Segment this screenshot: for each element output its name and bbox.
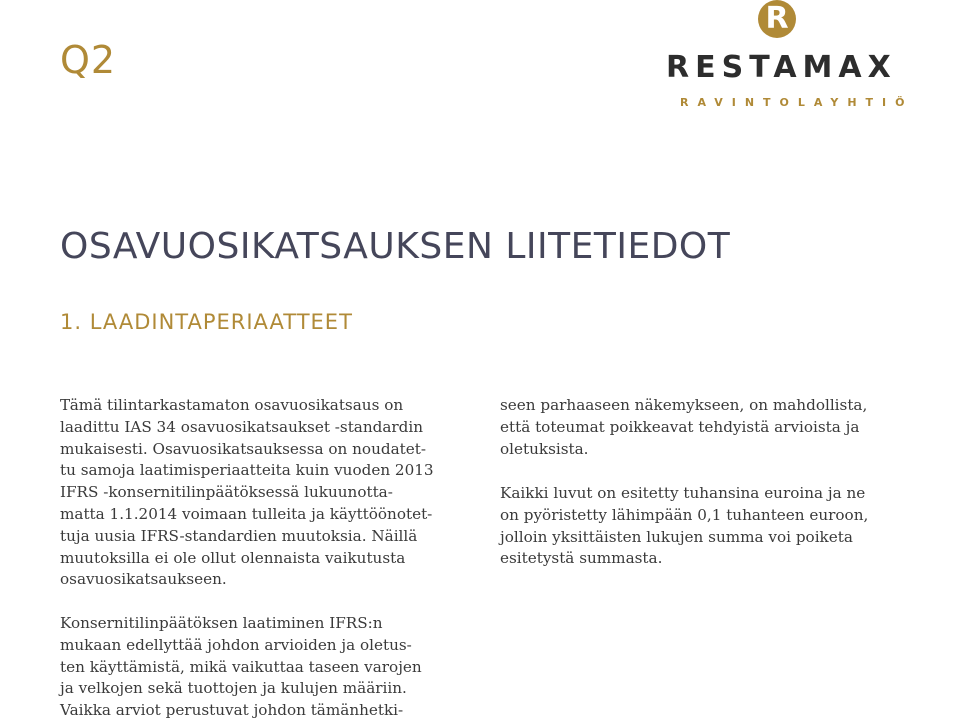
text-line: muutoksilla ei ole ollut olennaista vaikutusta <box>60 548 406 567</box>
text-line: Kaikki luvut on esitetty tuhansina euroina ja ne <box>500 484 866 502</box>
text-line: tuja uusia IFRS-standardien muutoksia. Näillä <box>60 526 418 545</box>
text-line: mukaan edellyttää johdon arvioiden ja oletus- <box>60 635 412 654</box>
text-line: on pyöristetty lähimpään 0,1 tuhanteen euroon, <box>500 505 869 524</box>
text-line: seen parhaaseen näkemykseen, on mahdollista, <box>500 396 868 414</box>
restamax-logo <box>660 0 914 120</box>
logo-name: RESTAMAX <box>666 50 897 85</box>
text-line: jolloin yksittäisten lukujen summa voi poiketa <box>500 527 853 546</box>
subheading-accounting-principles: 1. LAADINTAPERIAATTEET <box>60 310 353 334</box>
quarter-label: Q2 <box>60 38 117 82</box>
paragraph-3 <box>500 395 900 460</box>
text-line: Tämä tilintarkastamaton osavuosikatsaus on <box>60 396 404 414</box>
text-line: ja velkojen sekä tuottojen ja kulujen määriin. <box>60 679 407 698</box>
text-line: IFRS -konsernitilinpäätöksessä lukuunotta- <box>60 483 393 502</box>
text-line: tu samoja laatimisperiaatteita kuin vuoden 2013 <box>60 461 434 480</box>
logo-tagline: RAVINTOLAYHTIÖ <box>680 96 914 109</box>
paragraph-4 <box>500 483 900 570</box>
text-line: ten käyttämistä, mikä vaikuttaa taseen varojen <box>60 657 422 676</box>
text-line: Konsernitilinpäätöksen laatiminen IFRS:n <box>60 614 383 632</box>
text-line: oletuksista. <box>500 439 589 458</box>
text-line: mukaisesti. Osavuosikatsauksessa on noudatet- <box>60 439 426 458</box>
text-line: että toteumat poikkeavat tehdyistä arvioista ja <box>500 417 860 436</box>
paragraph-2 <box>60 613 460 722</box>
logo-r-mark-icon: R <box>758 0 796 38</box>
text-line: Vaikka arviot perustuvat johdon tämänhetki- <box>60 701 404 720</box>
section-title: OSAVUOSIKATSAUKSEN LIITETIEDOT <box>60 226 731 267</box>
text-line: laadittu IAS 34 osavuosikatsaukset -standardin <box>60 417 424 436</box>
paragraph-1 <box>60 395 460 591</box>
text-line: matta 1.1.2014 voimaan tulleita ja käyttöönotet- <box>60 504 433 523</box>
text-line: osavuosikatsaukseen. <box>60 570 227 589</box>
text-line: esitetystä summasta. <box>500 549 663 568</box>
